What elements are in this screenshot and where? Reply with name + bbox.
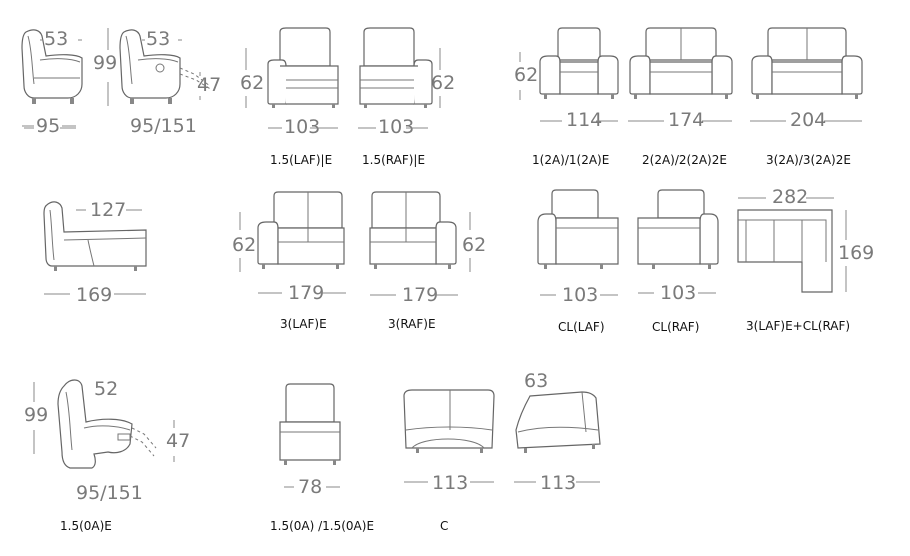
cl-laf-caption: CL(LAF) xyxy=(558,320,605,334)
raf-1-5-height-label: 62 xyxy=(431,72,456,94)
raf-3-width-label: 179 xyxy=(402,284,439,306)
raf-1-5-caption: 1.5(RAF)|E xyxy=(362,153,426,167)
armless-1-5-width-label: 78 xyxy=(298,476,323,498)
chaise-side-length-label: 169 xyxy=(76,284,113,306)
laf-1-5-height-label: 62 xyxy=(240,72,265,94)
recliner-0a-length-label: 95/151 xyxy=(76,482,143,504)
armchair-1-width-label: 114 xyxy=(566,109,603,131)
sofa-3-caption: 3(2A)/3(2A)2E xyxy=(766,153,851,167)
corner-c-front-width-label: 113 xyxy=(432,472,469,494)
recliner-0a-caption: 1.5(0A)E xyxy=(60,519,112,533)
laf-1-5-caption: 1.5(LAF)|E xyxy=(270,153,333,167)
sofa-3-width-label: 204 xyxy=(790,109,827,131)
corner-c-angle-width-label: 113 xyxy=(540,472,577,494)
recliner-side-depth-label: 53 xyxy=(146,28,171,50)
recliner-0a-depth-label: 52 xyxy=(94,378,119,400)
armchair-side-height-label: 99 xyxy=(93,52,118,74)
sofa-2-width-label: 174 xyxy=(668,109,705,131)
corner-plan-depth-label: 169 xyxy=(838,242,875,264)
laf-3-caption: 3(LAF)E xyxy=(280,317,327,331)
laf-3-width-label: 179 xyxy=(288,282,325,304)
recliner-side-height-label: 47 xyxy=(197,74,222,96)
laf-3-height-label: 62 xyxy=(232,234,257,256)
armless-1-5-caption: 1.5(0A) /1.5(0A)E xyxy=(270,519,375,533)
armchair-1-caption: 1(2A)/1(2A)E xyxy=(532,153,610,167)
armchair-1-height-label: 62 xyxy=(514,64,539,86)
chaise-side-depth-label: 127 xyxy=(90,199,127,221)
recliner-0a-height-label: 99 xyxy=(24,404,49,426)
raf-3-caption: 3(RAF)E xyxy=(388,317,436,331)
corner-plan-width-label: 282 xyxy=(772,186,809,208)
armchair-side-length-label: 95 xyxy=(36,115,61,137)
laf-1-5-width-label: 103 xyxy=(284,116,321,138)
recliner-0a-reclined-height-label: 47 xyxy=(166,430,191,452)
armchair-side-depth-label: 53 xyxy=(44,28,69,50)
cl-laf-width-label: 103 xyxy=(562,284,599,306)
cl-raf-caption: CL(RAF) xyxy=(652,320,700,334)
raf-1-5-width-label: 103 xyxy=(378,116,415,138)
corner-plan-caption: 3(LAF)E+CL(RAF) xyxy=(746,319,851,333)
raf-3-height-label: 62 xyxy=(462,234,487,256)
corner-c-caption: C xyxy=(440,519,449,533)
sofa-2-caption: 2(2A)/2(2A)2E xyxy=(642,153,727,167)
cl-raf-width-label: 103 xyxy=(660,282,697,304)
recliner-side-length-label: 95/151 xyxy=(130,115,197,137)
corner-c-depth-label: 63 xyxy=(524,370,549,392)
